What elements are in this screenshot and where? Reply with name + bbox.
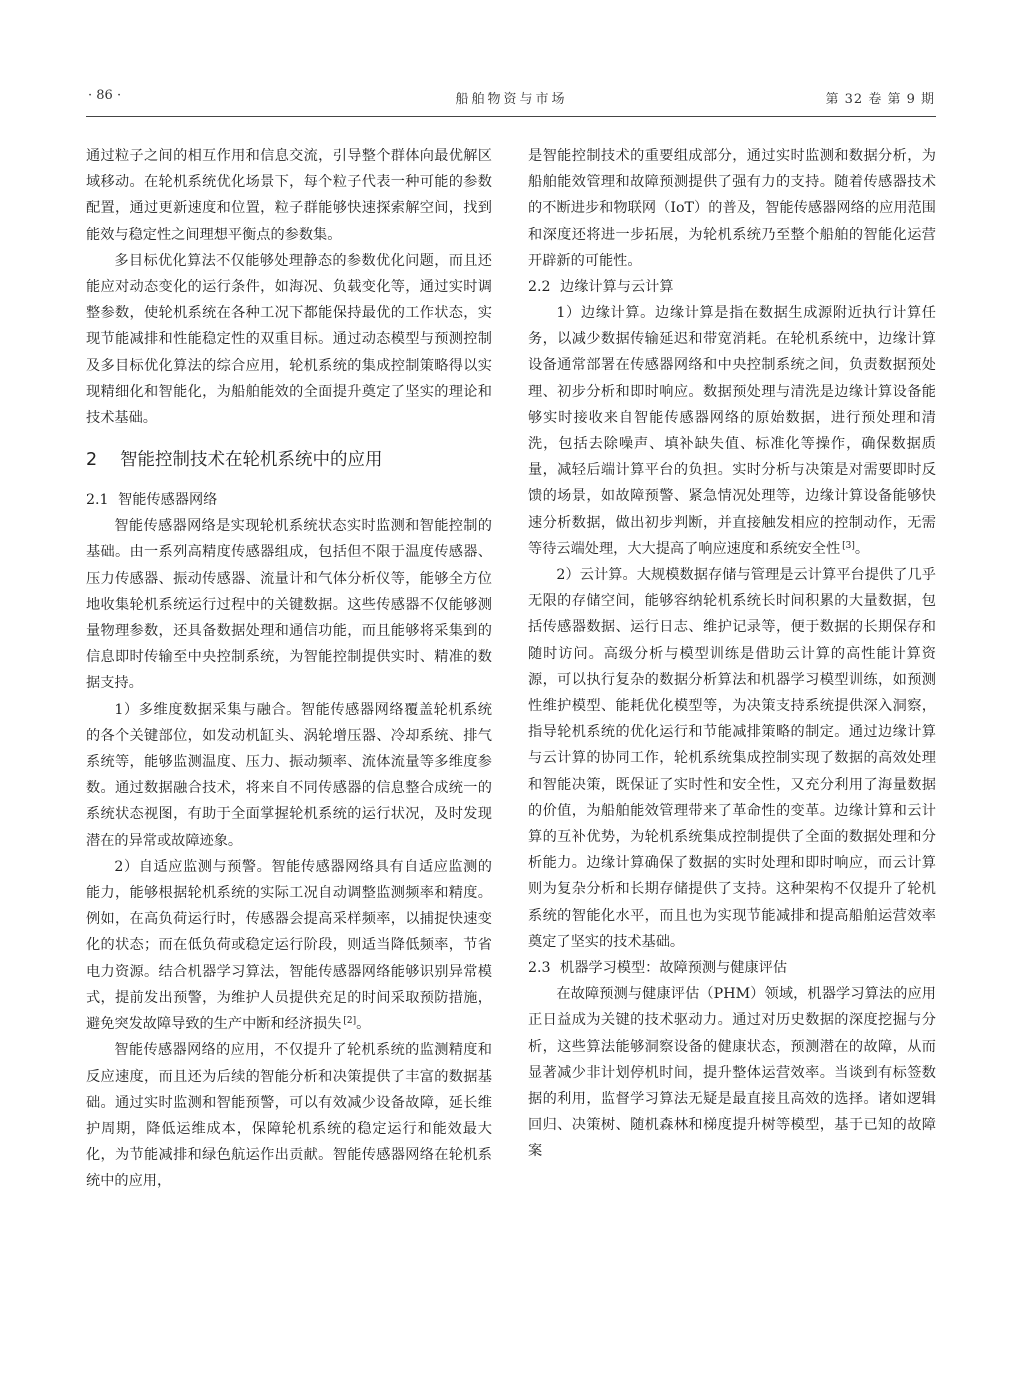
section-title: 智能控制技术在轮机系统中的应用 xyxy=(120,450,383,471)
page-number: · 86 · xyxy=(88,88,122,103)
running-header xyxy=(88,86,935,110)
paragraph: 2）云计算。大规模数据存储与管理是云计算平台提供了几乎无限的存储空间，能够容纳轮机系统长时间积累的大量数据，包括传感器数据、运行日志、维护记录等，便于数据的长期保存和随时访问。高级分析与模型训练是借助云计算的高性能计算资源，可以执行复杂的数据分析算法和机器学习模型训练，如预测性维护模型、能耗优化模型等，为决策支持系统提供深入洞察，指导轮机系统的优化运行和节能减排策略的制定。通过边缘计算与云计算的协同工作，轮机系统集成控制实现了数据的高效处理和智能决策，既保证了实时性和安全性，又充分利用了海量数据的价值，为船舶能效管理带来了革命性的变革。边缘计算和云计算的互补优势，为轮机系统集成控制提供了全面的数据处理和分析能力。边缘计算确保了数据的实时处理和即时响应，而云计算则为复杂分析和长期存储提供了支持。这种架构不仅提升了轮机系统的智能化水平，而且也为实现节能减排和提高船舶运营效率奠定了坚实的技术基础。 xyxy=(528,567,936,950)
punctuation: 。 xyxy=(356,1016,371,1033)
paragraph: 是智能控制技术的重要组成部分，通过实时监测和数据分析，为船舶能效管理和故障预测提供了强有力的支持。随着传感器技术的不断进步和物联网（IoT）的普及，智能传感器网络的应用范围和深度还将进一步拓展，为轮机系统乃至整个船舶的智能化运营开辟新的可能性。 xyxy=(528,148,936,269)
paragraph-text: 2）自适应监测与预警。智能传感器网络具有自适应监测的能力，能够根据轮机系统的实际工况自动调整监测频率和精度。例如，在高负荷运行时，传感器会提高采样频率，以捕捉快速变化的状态；而在低负荷或稳定运行阶段，则适当降低频率，节省电力资源。结合机器学习算法，智能传感器网络能够识别异常模式，提前发出预警，为维护人员提供充足的时间采取预防措施，避免突发故障导致的生产中断和经济损失 xyxy=(86,858,492,1033)
subsection-title: 智能传感器网络 xyxy=(118,492,218,509)
subsection-heading xyxy=(528,955,936,981)
paragraph xyxy=(86,854,492,1037)
paragraph: 1）多维度数据采集与融合。智能传感器网络覆盖轮机系统的各个关键部位，如发动机缸头、涡轮增压器、冷却系统、排气系统等，能够监测温度、压力、振动频率、流体流量等多维度参数。通过数据融合技术，将来自不同传感器的信息整合成统一的系统状态视图，有助于全面掌握轮机系统的运行状况，及时发现潜在的异常或故障迹象。 xyxy=(86,701,492,849)
subsection-number: 2.2 xyxy=(528,279,551,296)
citation: [2] xyxy=(343,1016,357,1027)
right-column xyxy=(528,143,936,1165)
paragraph: 多目标优化算法不仅能够处理静态的参数优化问题，而且还能应对动态变化的运行条件，如海况、负载变化等，通过实时调整参数，使轮机系统在各种工况下都能保持最优的工作状态，实现节能减排和性能稳定性的双重目标。通过动态模型与预测控制及多目标优化算法的综合应用，轮机系统的集成控制策略得以实现精细化和智能化，为船舶能效的全面提升奠定了坚实的理论和技术基础。 xyxy=(86,252,492,427)
subsection-heading xyxy=(528,274,936,300)
paragraph: 通过粒子之间的相互作用和信息交流，引导整个群体向最优解区域移动。在轮机系统优化场景下，每个粒子代表一种可能的参数配置，通过更新速度和位置，粒子群能够快速探索解空间，找到能效与稳定性之间理想平衡点的参数集。 xyxy=(86,148,492,243)
subsection-number: 2.1 xyxy=(86,492,109,509)
left-column xyxy=(86,143,492,1195)
paragraph: 智能传感器网络的应用，不仅提升了轮机系统的监测精度和反应速度，而且还为后续的智能分析和决策提供了丰富的数据基础。通过实时监测和智能预警，可以有效减少设备故障，延长维护周期，降低运维成本，保障轮机系统的稳定运行和能效最大化，为节能减排和绿色航运作出贡献。智能传感器网络在轮机系统中的应用， xyxy=(86,1042,492,1190)
header-rule xyxy=(86,116,936,117)
paragraph: 在故障预测与健康评估（PHM）领域，机器学习算法的应用正日益成为关键的技术驱动力。通过对历史数据的深度挖掘与分析，这些算法能够洞察设备的健康状态，预测潜在的故障，从而显著减少非计划停机时间，提升整体运营效率。当谈到有标签数据的利用，监督学习算法无疑是最直接且高效的选择。诸如逻辑回归、决策树、随机森林和梯度提升树等模型，基于已知的故障案 xyxy=(528,986,936,1160)
citation: [3] xyxy=(842,540,855,551)
punctuation: 。 xyxy=(854,540,870,557)
subsection-title: 机器学习模型：故障预测与健康评估 xyxy=(560,960,788,977)
paragraph: 智能传感器网络是实现轮机系统状态实时监测和智能控制的基础。由一系列高精度传感器组成，包括但不限于温度传感器、压力传感器、振动传感器、流量计和气体分析仪等，能够全方位地收集轮机系统运行过程中的关键数据。这些传感器不仅能够测量物理参数，还具备数据处理和通信功能，而且能够将采集到的信息即时传输至中央控制系统，为智能控制提供实时、精准的数据支持。 xyxy=(86,518,492,692)
section-number: 2 xyxy=(86,450,98,471)
section-heading xyxy=(86,447,492,473)
subsection-number: 2.3 xyxy=(528,960,551,977)
paragraph xyxy=(528,300,936,562)
subsection-heading xyxy=(86,487,492,513)
volume-issue: 第 32 卷 第 9 期 xyxy=(825,92,935,107)
journal-title: 船舶物资与市场 xyxy=(455,92,568,107)
subsection-title: 边缘计算与云计算 xyxy=(560,279,674,296)
paragraph-text: 1）边缘计算。边缘计算是指在数据生成源附近执行计算任务，以减少数据传输延迟和带宽消耗。在轮机系统中，边缘计算设备通常部署在传感器网络和中央控制系统之间，负责数据预处理、初步分析和即时响应。数据预处理与清洗是边缘计算设备能够实时接收来自智能传感器网络的原始数据，进行预处理和清洗，包括去除噪声、填补缺失值、标准化等操作，确保数据质量，减轻后端计算平台的负担。实时分析与决策是对需要即时反馈的场景，如故障预警、紧急情况处理等，边缘计算设备能够快速分析数据，做出初步判断，并直接触发相应的控制动作，无需等待云端处理，大大提高了响应速度和系统安全性 xyxy=(528,305,936,557)
